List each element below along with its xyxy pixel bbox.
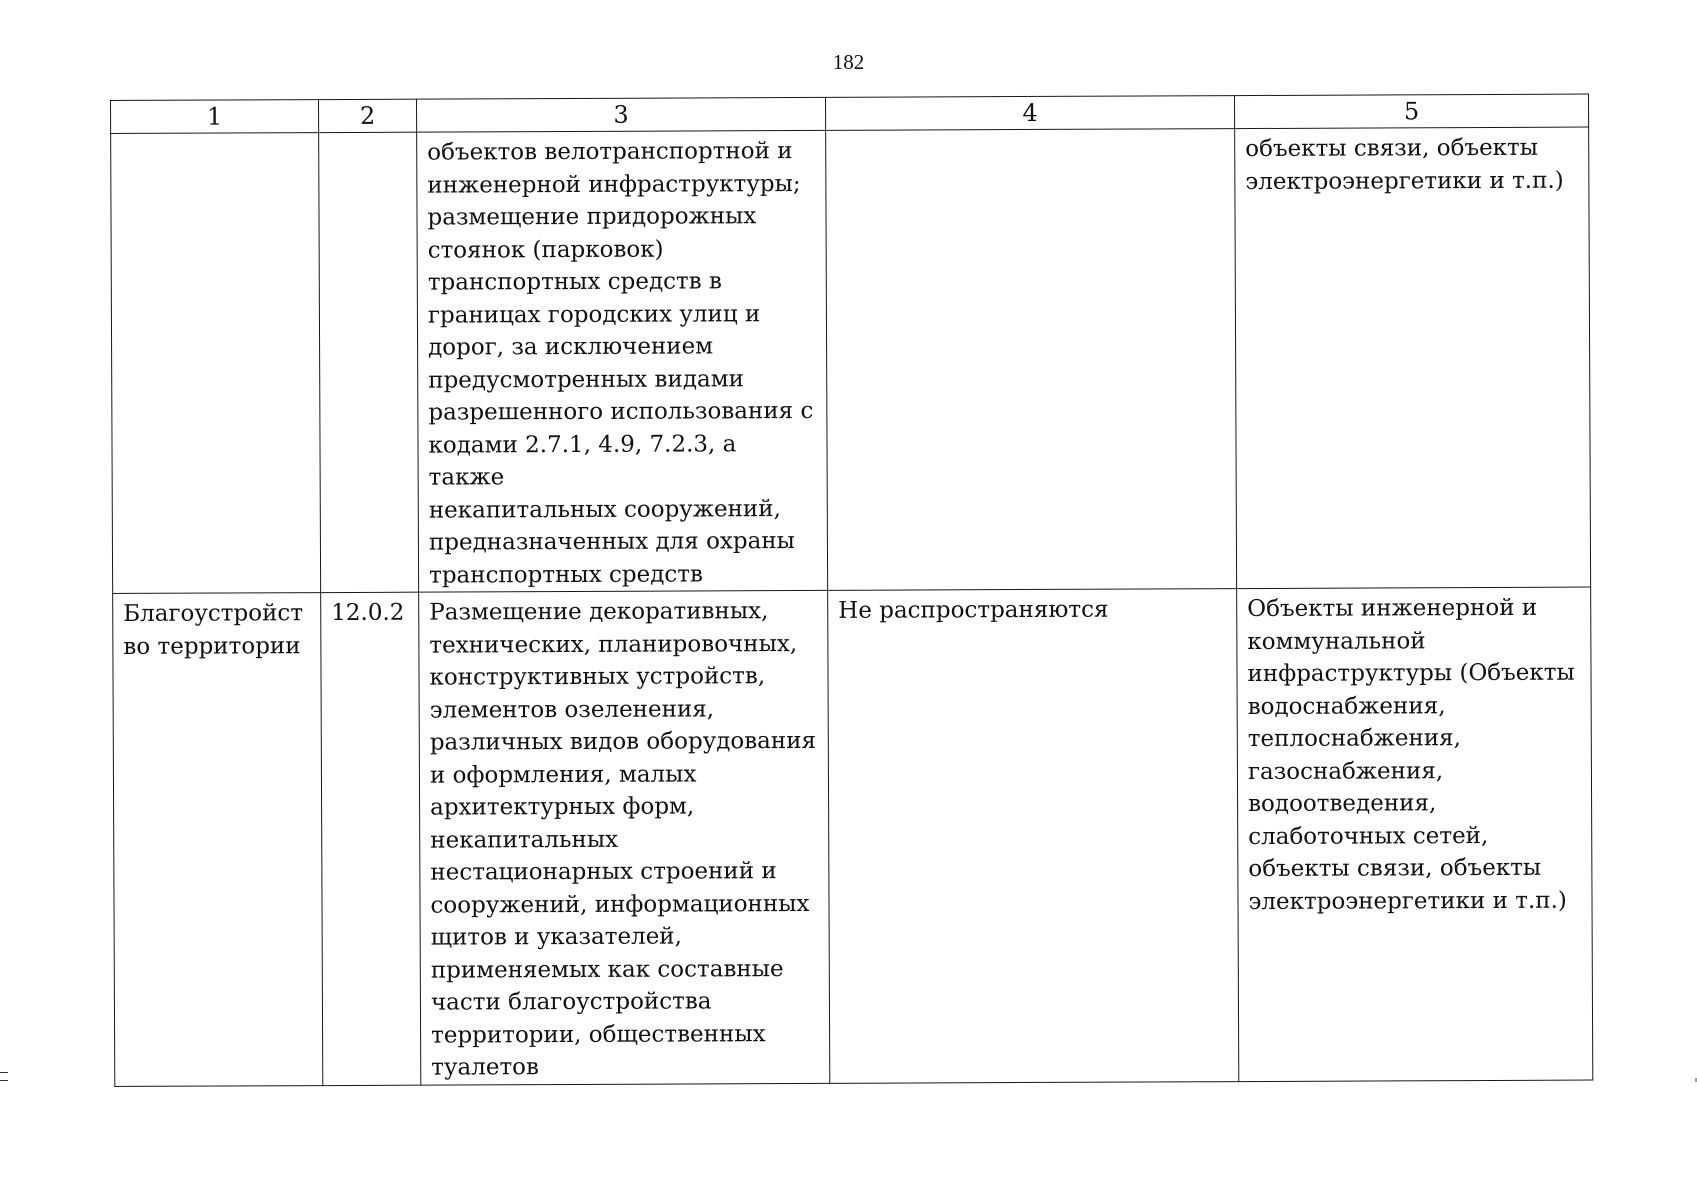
table-row (111, 127, 1591, 593)
cell-objects-text: Объекты инженерной и коммунальной инфраструктуры (Объекты водоснабжения, теплоснабжения, газоснабжения, водоотведения, слаботочных сетей, объекты связи, объекты электроэнергетики и т.п.) (1247, 594, 1575, 915)
scan-margin-mark (0, 1072, 8, 1081)
column-header-5: 5 (1234, 94, 1588, 129)
cell-parameters-text (836, 133, 1226, 135)
cell-name (113, 593, 323, 1086)
cell-code-text: 12.0.2 (331, 599, 405, 627)
cell-description-text: Размещение декоративных, технических, планировочных, конструктивных устройств, элементов озеленения, различных видов оборудования и оформления, малых архитектурных форм, некапитальных нестационарных строений и сооружений, информационных щитов и указателей, применяемых как составные части благоустройства территории, общественных туалетов (429, 598, 817, 1081)
cell-name-text (121, 137, 310, 138)
cell-name (111, 133, 321, 594)
cell-parameters (826, 129, 1237, 591)
column-header-3: 3 (416, 97, 825, 132)
cell-code (319, 132, 419, 592)
cell-objects-text: объекты связи, объекты электроэнергетики и т.п.) (1245, 134, 1564, 195)
cell-description (417, 130, 828, 592)
cell-name-text: Благоустройст во территории (123, 600, 304, 660)
page-number: 182 (832, 50, 865, 74)
cell-parameters (828, 589, 1239, 1083)
table-row (113, 587, 1593, 1086)
column-header-2: 2 (319, 99, 417, 132)
cell-parameters-text: Не распространяются (838, 596, 1109, 624)
cell-objects (1237, 587, 1593, 1081)
column-header-4: 4 (825, 96, 1234, 131)
land-use-table (110, 94, 1593, 1087)
cell-description (419, 590, 830, 1084)
cell-description-text: объектов велотранспортной и инженерной инфраструктуры; размещение придорожных стоянок (парковок) транспортных средств в границах городских улиц и дорог, за исключением предусмотренных видами разрешенного использования с кодами 2.7.1, 4.9, 7.2.3, а также некапитальных сооружений, предназначенных для охраны транспортных средств (427, 138, 814, 589)
cell-code (321, 592, 421, 1085)
column-header-1: 1 (111, 100, 319, 134)
cell-objects (1235, 127, 1591, 589)
